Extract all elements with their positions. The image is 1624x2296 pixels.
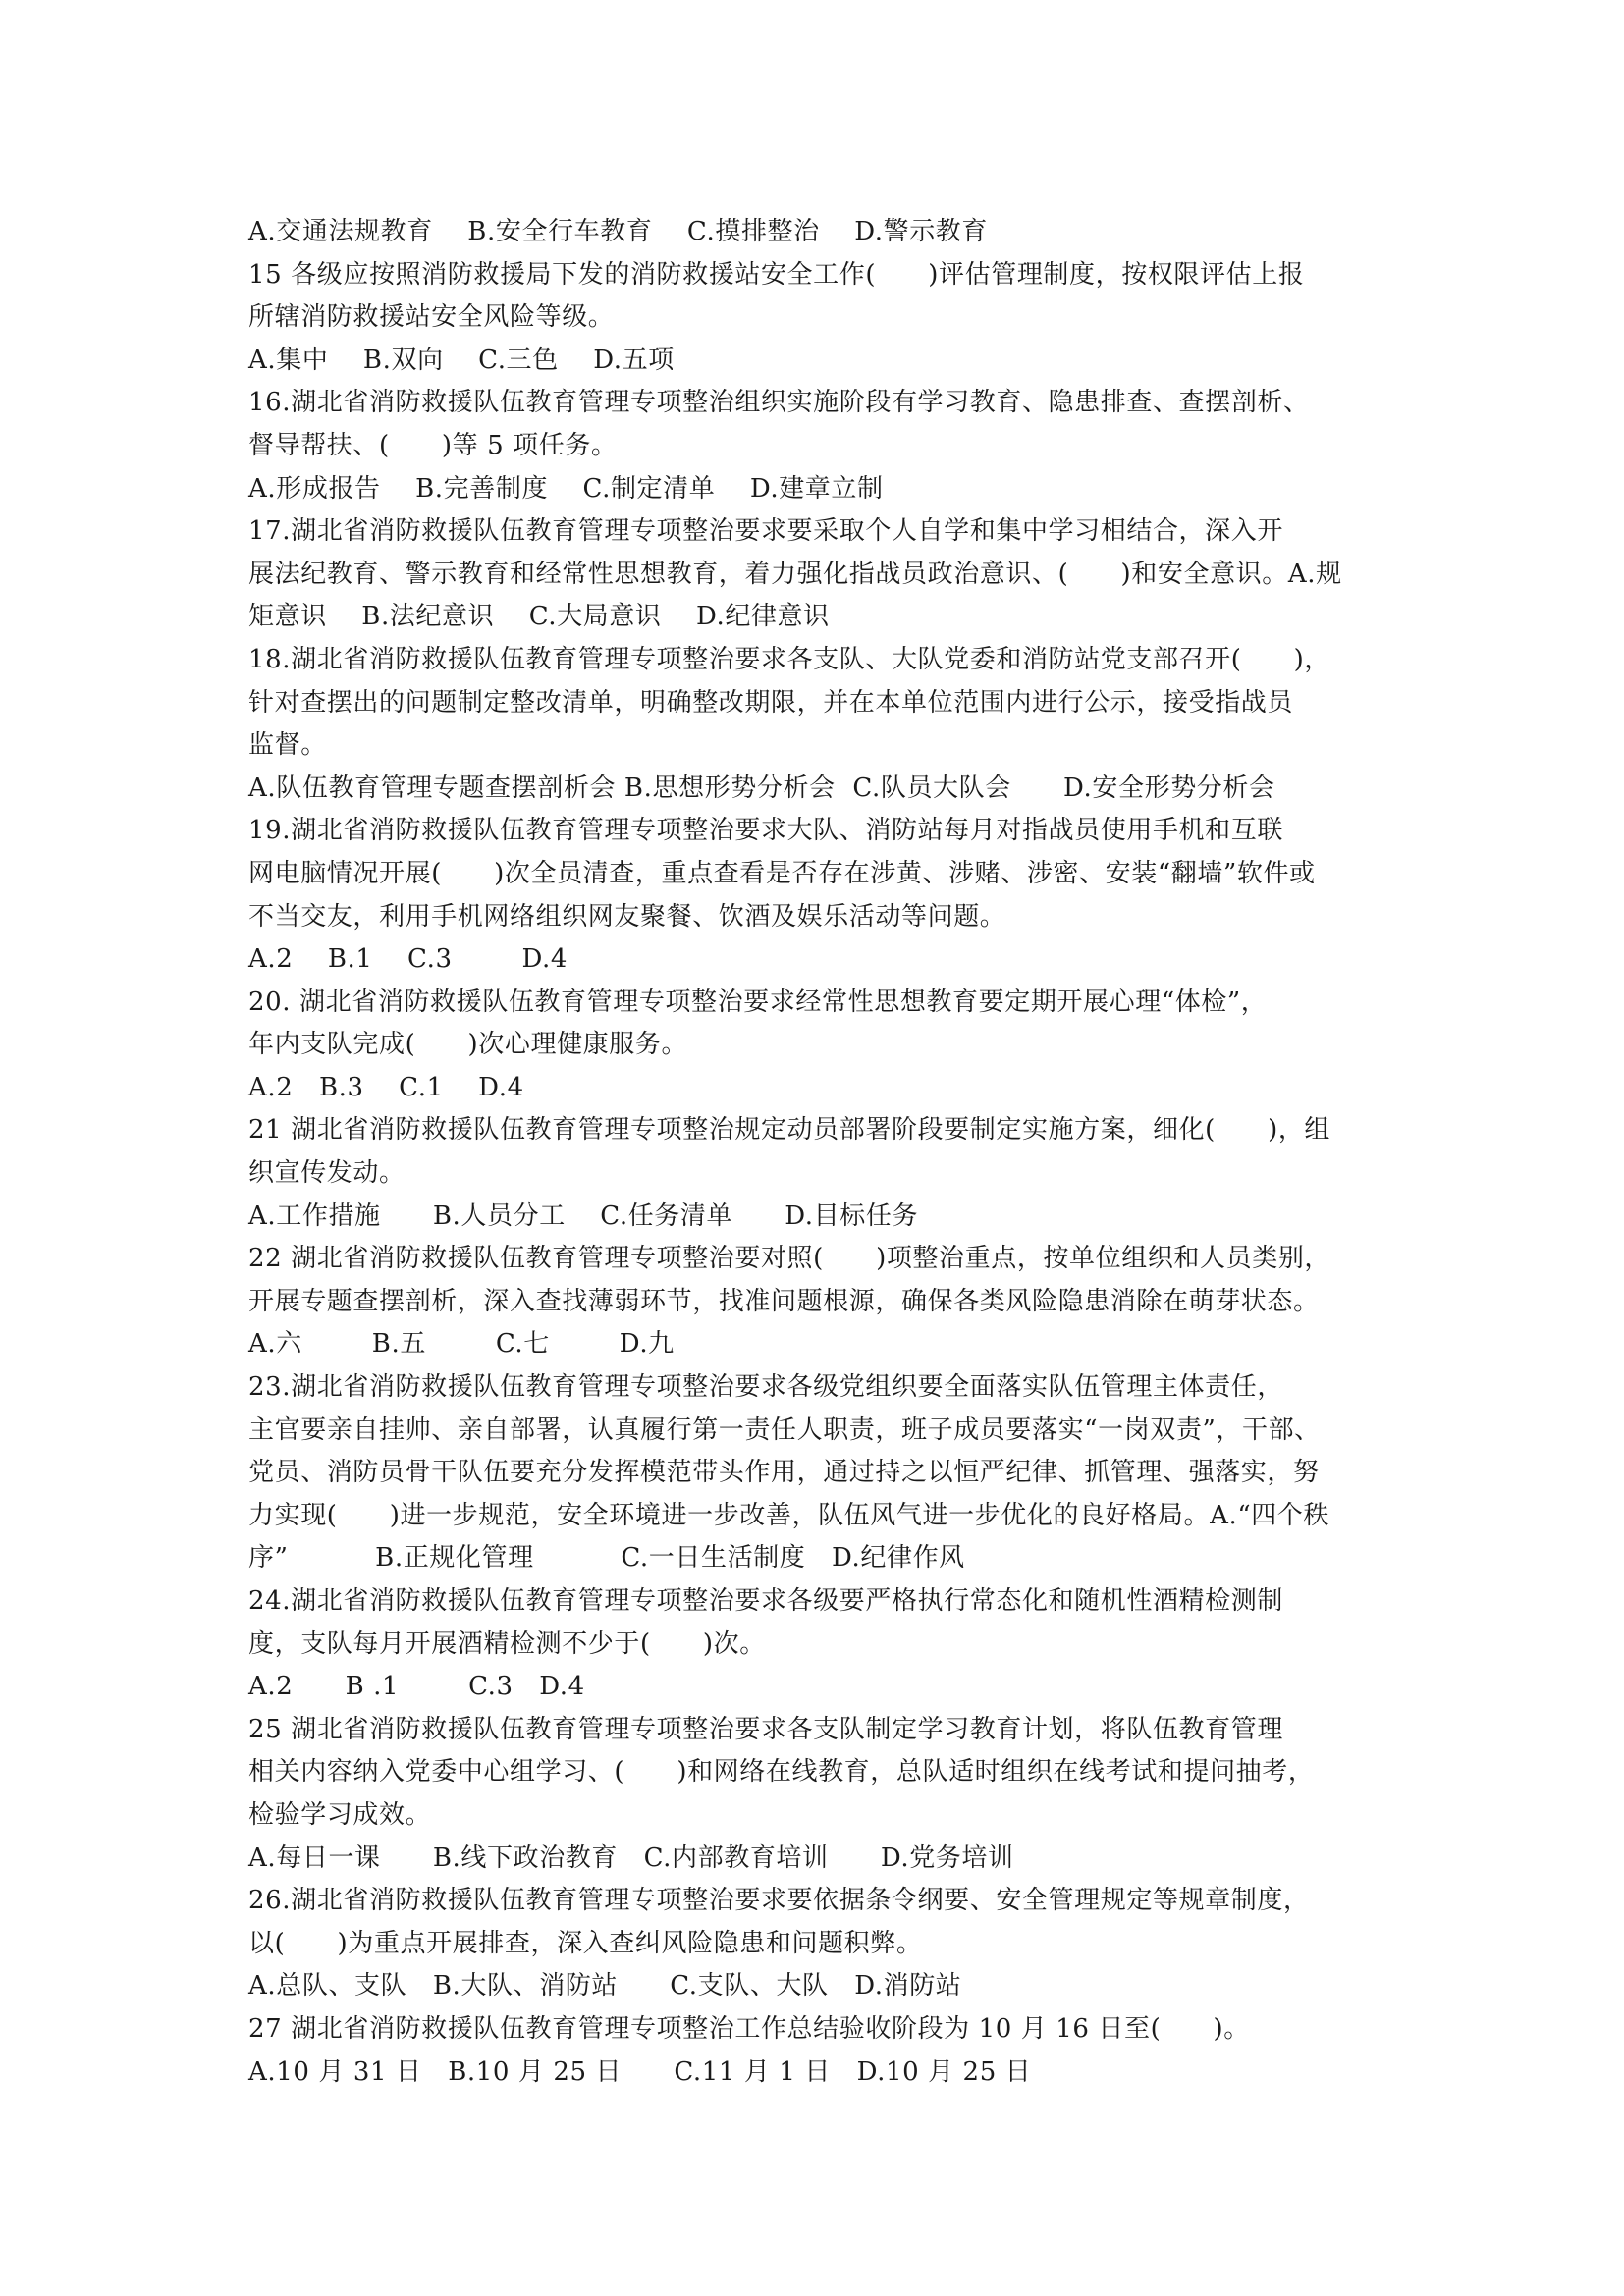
text-line: 17.湖北省消防救援队伍教育管理专项整治要求要采取个人自学和集中学习相结合，深入开 [248,516,1283,547]
text-line: 序” B.正规化管理 C.一日生活制度 D.纪律作风 [248,1543,965,1574]
text-line: 开展专题查摆剖析，深入查找薄弱环节，找准问题根源，确保各类风险隐患消除在萌芽状态。 [248,1286,1320,1316]
text-line: A.形成报告 B.完善制度 C.制定清单 D.建章立制 [248,473,884,504]
text-line: 织宣传发动。 [248,1158,406,1189]
text-line: 18.湖北省消防救援队伍教育管理专项整治要求各支队、大队党委和消防站党支部召开( )， [248,644,1331,674]
text-line: 所辖消防救援站安全风险等级。 [248,302,615,333]
text-line: 网电脑情况开展( )次全员清查，重点查看是否存在涉黄、涉赌、涉密、安装“翻墙”软件或 [248,858,1316,888]
text-line: 力实现( )进一步规范，安全环境进一步改善，队伍风气进一步优化的良好格局。A.“四个秩 [248,1500,1330,1530]
text-line: 针对查摆出的问题制定整改清单，明确整改期限，并在本单位范围内进行公示，接受指战员 [248,687,1294,718]
text-line: 15 各级应按照消防救援局下发的消防救援站安全工作( )评估管理制度，按权限评估上报 [248,259,1305,290]
text-line: 19.湖北省消防救援队伍教育管理专项整治要求大队、消防站每月对指战员使用手机和互联 [248,816,1283,846]
text-line: 党员、消防员骨干队伍要充分发挥模范带头作用，通过持之以恒严纪律、抓管理、强落实，努 [248,1458,1320,1488]
text-line: 相关内容纳入党委中心组学习、( )和网络在线教育，总队适时组织在线考试和提问抽考， [248,1757,1315,1788]
text-line: A.2 B.1 C.3 D.4 [248,944,568,975]
text-line: A.集中 B.双向 C.三色 D.五项 [248,345,675,375]
text-line: 26.湖北省消防救援队伍教育管理专项整治要求要依据条令纲要、安全管理规定等规章制度， [248,1886,1310,1916]
text-line: 主官要亲自挂帅、亲自部署，认真履行第一责任人职责，班子成员要落实“一岗双责”，干部、 [248,1415,1321,1445]
text-line: A.交通法规教育 B.安全行车教育 C.摸排整治 D.警示教育 [248,217,989,246]
text-line: A.10 月 31 日 B.10 月 25 日 C.11 月 1 日 D.10 月 25 日 [248,2056,1032,2087]
text-line: 以( )为重点开展排查，深入查纠风险隐患和问题积弊。 [248,1928,923,1958]
text-line: A.总队、支队 B.大队、消防站 C.支队、大队 D.消防站 [248,1971,962,2002]
text-line: 度，支队每月开展酒精检测不少于( )次。 [248,1629,766,1659]
text-line: 矩意识 B.法纪意识 C.大局意识 D.纪律意识 [248,602,830,632]
text-line: 21 湖北省消防救援队伍教育管理专项整治规定动员部署阶段要制定实施方案，细化( )，组 [248,1115,1331,1146]
text-line: 不当交友，利用手机网络组织网友聚餐、饮酒及娱乐活动等问题。 [248,901,1006,932]
text-line: 督导帮扶、( )等 5 项任务。 [248,430,618,460]
text-line: 展法纪教育、警示教育和经常性思想教育，着力强化指战员政治意识、( )和安全意识。A.规 [248,559,1342,589]
text-line: 27 湖北省消防救援队伍教育管理专项整治工作总结验收阶段为 10 月 16 日至( )。 [248,2013,1250,2044]
text-line: 23.湖北省消防救援队伍教育管理专项整治要求各级党组织要全面落实队伍管理主体责任， [248,1372,1283,1403]
text-line: A.每日一课 B.线下政治教育 C.内部教育培训 D.党务培训 [248,1842,1014,1873]
text-line: 16.湖北省消防救援队伍教育管理专项整治组织实施阶段有学习教育、隐患排查、查摆剖析、 [248,388,1310,418]
document-body [248,211,1387,2094]
text-line: 22 湖北省消防救援队伍教育管理专项整治要对照( )项整治重点，按单位组织和人员类别， [248,1244,1331,1274]
text-line: A.工作措施 B.人员分工 C.任务清单 D.目标任务 [248,1201,919,1231]
text-line: 年内支队完成( )次心理健康服务。 [248,1030,688,1060]
text-line: 监督。 [248,730,327,761]
text-line: 25 湖北省消防救援队伍教育管理专项整治要求各支队制定学习教育计划，将队伍教育管理 [248,1714,1283,1744]
text-line: 24.湖北省消防救援队伍教育管理专项整治要求各级要严格执行常态化和随机性酒精检测制 [248,1586,1283,1616]
text-line: A.六 B.五 C.七 D.九 [248,1329,675,1360]
text-line: A.2 B .1 C.3 D.4 [248,1672,585,1702]
text-line: 20. 湖北省消防救援队伍教育管理专项整治要求经常性思想教育要定期开展心理“体检”， [248,987,1268,1017]
text-line: A.2 B.3 C.1 D.4 [248,1072,524,1102]
text-line: 检验学习成效。 [248,1799,432,1830]
text-line: A.队伍教育管理专题查摆剖析会 B.思想形势分析会 C.队员大队会 D.安全形势分析会 [248,773,1275,803]
